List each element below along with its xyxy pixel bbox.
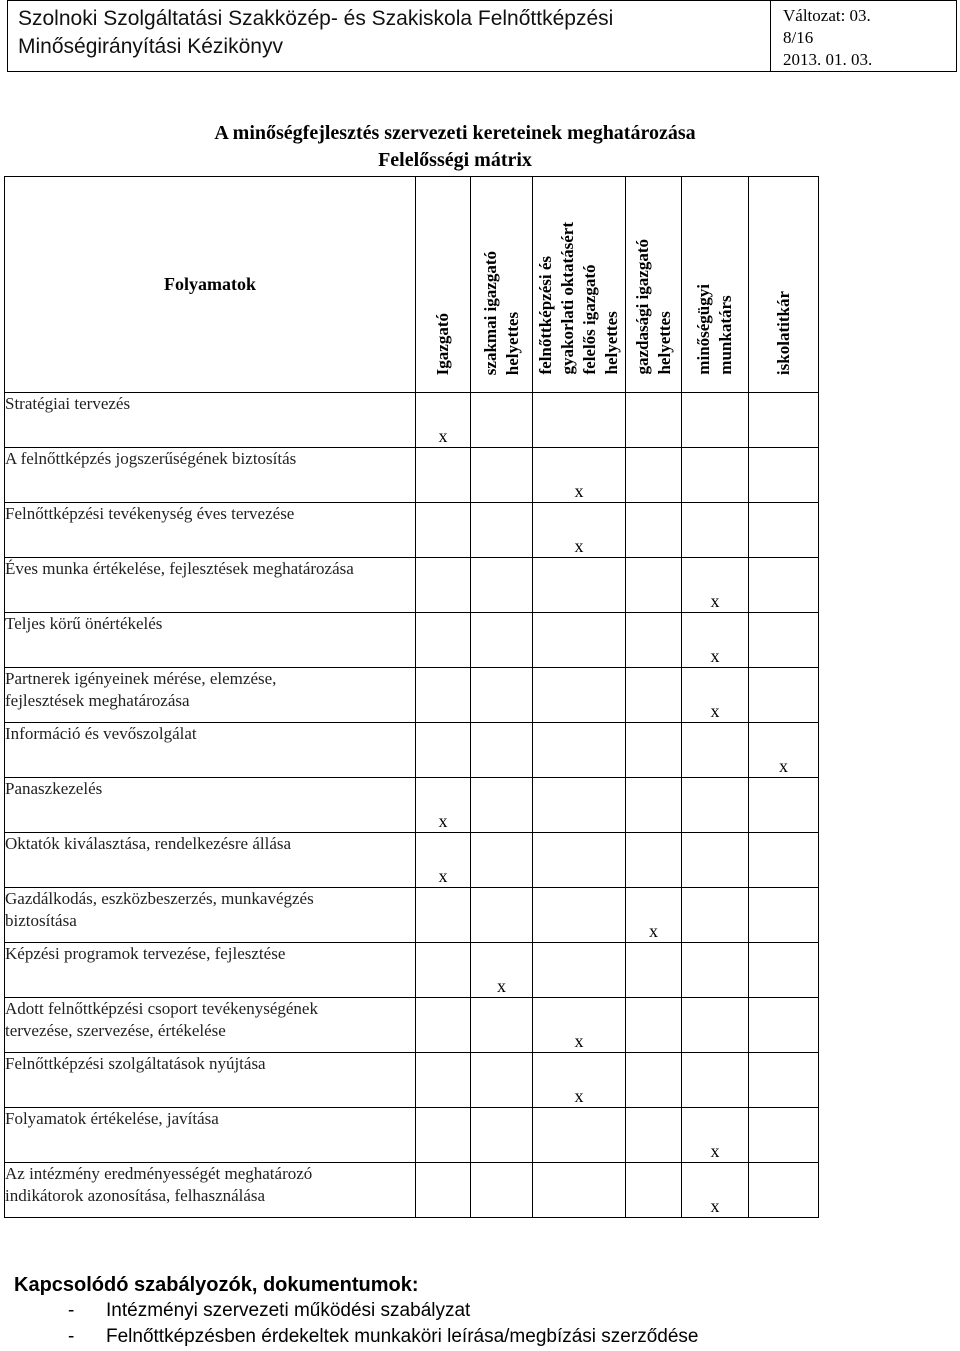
responsibility-cell	[533, 888, 626, 943]
responsibility-cell: x	[682, 1108, 749, 1163]
responsibility-cell	[471, 833, 533, 888]
list-dash: -	[68, 1300, 75, 1321]
process-name	[5, 393, 416, 448]
responsibility-cell	[416, 888, 471, 943]
responsibility-cell	[416, 1108, 471, 1163]
matrix-row	[5, 668, 819, 723]
responsibility-cell	[416, 668, 471, 723]
responsibility-cell	[471, 1108, 533, 1163]
responsibility-cell	[471, 1053, 533, 1108]
role-header-4	[682, 177, 749, 393]
responsibility-cell	[626, 1053, 682, 1108]
responsibility-cell	[682, 778, 749, 833]
role-label	[480, 251, 524, 387]
responsibility-cell	[471, 888, 533, 943]
responsibility-cell	[749, 613, 819, 668]
process-name-line: Partnerek igényeinek mérése, elemzése,	[5, 669, 277, 688]
responsibility-cell	[471, 613, 533, 668]
responsibility-cell	[749, 1163, 819, 1218]
responsibility-cell: x	[682, 558, 749, 613]
responsibility-cell	[533, 723, 626, 778]
responsibility-cell	[471, 778, 533, 833]
process-name	[5, 943, 416, 998]
responsibility-cell	[416, 1163, 471, 1218]
responsibility-cell: x	[682, 668, 749, 723]
responsibility-cell	[471, 503, 533, 558]
responsibility-cell	[749, 1108, 819, 1163]
responsibility-cell	[416, 723, 471, 778]
responsibility-cell	[626, 448, 682, 503]
role-header-1	[471, 177, 533, 393]
responsibility-cell	[471, 558, 533, 613]
responsibility-cell	[533, 833, 626, 888]
responsibility-cell	[626, 778, 682, 833]
responsibility-cell	[749, 888, 819, 943]
responsibility-cell: x	[471, 943, 533, 998]
section-subtitle: Felelősségi mátrix	[378, 149, 532, 171]
matrix-row	[5, 778, 819, 833]
process-name	[5, 723, 416, 778]
responsibility-cell	[749, 668, 819, 723]
processes-header: Folyamatok	[5, 177, 416, 393]
process-name-line: Folyamatok értékelése, javítása	[5, 1109, 219, 1128]
responsibility-cell	[749, 778, 819, 833]
responsibility-cell: x	[416, 393, 471, 448]
responsibility-cell: x	[533, 1053, 626, 1108]
responsibility-cell	[471, 393, 533, 448]
role-label	[773, 291, 795, 387]
responsibility-cell	[749, 558, 819, 613]
responsibility-cell	[749, 998, 819, 1053]
responsibility-cell	[626, 393, 682, 448]
page-number: 8/16	[783, 28, 814, 47]
responsibility-cell: x	[533, 998, 626, 1053]
responsibility-cell: x	[416, 778, 471, 833]
responsibility-cell	[471, 668, 533, 723]
role-label-line: felnőttképzési és	[536, 256, 555, 375]
process-name	[5, 998, 416, 1053]
responsibility-cell	[416, 558, 471, 613]
responsibility-cell	[749, 503, 819, 558]
matrix-row	[5, 943, 819, 998]
matrix-row	[5, 503, 819, 558]
responsibility-cell	[682, 998, 749, 1053]
responsibility-cell	[626, 833, 682, 888]
matrix-row	[5, 393, 819, 448]
process-name-line: Stratégiai tervezés	[5, 394, 131, 413]
process-name-line: Az intézmény eredményességét meghatározó	[5, 1164, 313, 1183]
process-name	[5, 833, 416, 888]
role-label	[693, 284, 737, 387]
role-label	[432, 313, 454, 387]
responsibility-cell	[416, 503, 471, 558]
related-document-text: Felnőttképzésben érdekeltek munkaköri leírása/megbízási szerződése	[106, 1326, 699, 1347]
process-name	[5, 448, 416, 503]
manual-name: Minőségirányítási Kézikönyv	[18, 35, 283, 58]
responsibility-cell	[416, 998, 471, 1053]
responsibility-cell	[416, 448, 471, 503]
responsibility-cell	[533, 943, 626, 998]
process-name-line: Információ és vevőszolgálat	[5, 724, 197, 743]
responsibility-cell: x	[682, 613, 749, 668]
responsibility-cell	[626, 943, 682, 998]
document-header	[7, 0, 957, 72]
matrix-row	[5, 888, 819, 943]
process-name	[5, 888, 416, 943]
process-name-line: Képzési programok tervezése, fejlesztése	[5, 944, 286, 963]
role-label-line: helyettes	[502, 311, 522, 375]
responsibility-cell	[626, 503, 682, 558]
responsibility-cell	[416, 943, 471, 998]
responsibility-cell	[533, 668, 626, 723]
process-name	[5, 558, 416, 613]
process-name	[5, 1108, 416, 1163]
list-dash: -	[68, 1326, 75, 1347]
responsibility-cell	[626, 723, 682, 778]
responsibility-cell	[471, 448, 533, 503]
process-name	[5, 668, 416, 723]
role-label-line: Igazgató	[433, 312, 452, 375]
process-name	[5, 778, 416, 833]
process-name-line: A felnőttképzés jogszerűségének biztosítás	[5, 449, 297, 468]
process-name	[5, 1163, 416, 1218]
related-document-item	[14, 1324, 698, 1350]
responsibility-cell: x	[682, 1163, 749, 1218]
related-documents-list	[14, 1298, 698, 1350]
role-header-3	[626, 177, 682, 393]
responsibility-cell	[416, 1053, 471, 1108]
role-label	[535, 222, 623, 387]
responsibility-cell: x	[533, 503, 626, 558]
responsibility-cell	[626, 1163, 682, 1218]
related-documents-title: Kapcsolódó szabályozók, dokumentumok:	[14, 1274, 419, 1296]
responsibility-cell	[682, 1053, 749, 1108]
role-label	[632, 239, 676, 387]
process-name-line: Felnőttképzési szolgáltatások nyújtása	[5, 1054, 266, 1073]
responsibility-cell	[533, 1163, 626, 1218]
responsibility-cell	[626, 668, 682, 723]
process-name-line: Oktatók kiválasztása, rendelkezésre állása	[5, 834, 292, 853]
process-name-line: Teljes körű önértékelés	[5, 614, 163, 633]
responsibility-cell	[626, 613, 682, 668]
matrix-row	[5, 1163, 819, 1218]
header-meta	[773, 1, 956, 71]
responsibility-cell	[682, 833, 749, 888]
responsibility-cell	[682, 393, 749, 448]
role-label-line: felelős igazgató	[580, 265, 599, 375]
organization-name: Szolnoki Szolgáltatási Szakközép- és Szakiskola Felnőttképzési	[18, 7, 614, 30]
responsibility-cell	[749, 1053, 819, 1108]
matrix-body	[5, 393, 819, 1218]
responsibility-cell	[682, 943, 749, 998]
version-label: Változat: 03.	[783, 6, 871, 25]
responsibility-cell	[682, 888, 749, 943]
process-name-line: Felnőttképzési tevékenység éves tervezése	[5, 504, 295, 523]
matrix-row	[5, 613, 819, 668]
matrix-row	[5, 558, 819, 613]
process-name-line: biztosítása	[5, 911, 77, 930]
responsibility-cell: x	[533, 448, 626, 503]
related-documents	[14, 1272, 698, 1350]
process-name-line: Gazdálkodás, eszközbeszerzés, munkavégzés	[5, 889, 314, 908]
section-title: A minőségfejlesztés szervezeti kereteinek meghatározása	[214, 122, 696, 144]
header-organization	[8, 1, 771, 71]
role-label-line: gyakorlati oktatásért	[558, 222, 577, 375]
responsibility-cell	[626, 558, 682, 613]
process-name-line: fejlesztések meghatározása	[5, 691, 190, 710]
role-header-0	[416, 177, 471, 393]
role-label-line: szakmai igazgató	[480, 250, 500, 375]
responsibility-cell	[626, 998, 682, 1053]
responsibility-cell	[471, 998, 533, 1053]
responsibility-cell	[533, 393, 626, 448]
responsibility-cell	[471, 723, 533, 778]
matrix-row	[5, 1108, 819, 1163]
responsibility-cell	[533, 613, 626, 668]
responsibility-cell	[533, 558, 626, 613]
responsibility-cell	[749, 393, 819, 448]
process-name	[5, 1053, 416, 1108]
related-document-text: Intézményi szervezeti működési szabályzat	[106, 1300, 471, 1321]
responsibility-cell: x	[626, 888, 682, 943]
responsibility-cell: x	[749, 723, 819, 778]
responsibility-cell	[471, 1163, 533, 1218]
process-name	[5, 503, 416, 558]
process-name-line: Adott felnőttképzési csoport tevékenységének	[5, 999, 318, 1018]
responsibility-cell	[749, 943, 819, 998]
responsibility-cell	[533, 1108, 626, 1163]
process-name-line: Panaszkezelés	[5, 779, 103, 798]
responsibility-cell	[682, 448, 749, 503]
role-label-line: minőségügyi	[694, 284, 713, 375]
matrix-row	[5, 833, 819, 888]
role-label-line: munkatárs	[716, 295, 735, 375]
responsibility-matrix	[4, 176, 819, 1218]
role-header-5	[749, 177, 819, 393]
matrix-row	[5, 448, 819, 503]
process-name-line: indikátorok azonosítása, felhasználása	[5, 1186, 266, 1205]
process-name-line: Éves munka értékelése, fejlesztések meghatározása	[5, 559, 354, 578]
responsibility-cell	[416, 613, 471, 668]
matrix-row	[5, 998, 819, 1053]
responsibility-cell	[749, 448, 819, 503]
matrix-row	[5, 1053, 819, 1108]
responsibility-cell	[533, 778, 626, 833]
role-header-2	[533, 177, 626, 393]
responsibility-cell	[626, 1108, 682, 1163]
role-label-line: helyettes	[602, 311, 621, 375]
process-name-line: tervezése, szervezése, értékelése	[5, 1021, 226, 1040]
document-date: 2013. 01. 03.	[783, 50, 873, 69]
responsibility-cell	[682, 723, 749, 778]
responsibility-cell	[682, 503, 749, 558]
role-label-line: iskolatitkár	[773, 290, 793, 375]
process-name	[5, 613, 416, 668]
responsibility-cell: x	[416, 833, 471, 888]
related-document-item	[14, 1298, 698, 1324]
matrix-header-row	[5, 177, 819, 393]
responsibility-cell	[749, 833, 819, 888]
role-label-line: helyettes	[654, 311, 674, 375]
matrix-row	[5, 723, 819, 778]
role-label-line: gazdasági igazgató	[632, 239, 652, 375]
